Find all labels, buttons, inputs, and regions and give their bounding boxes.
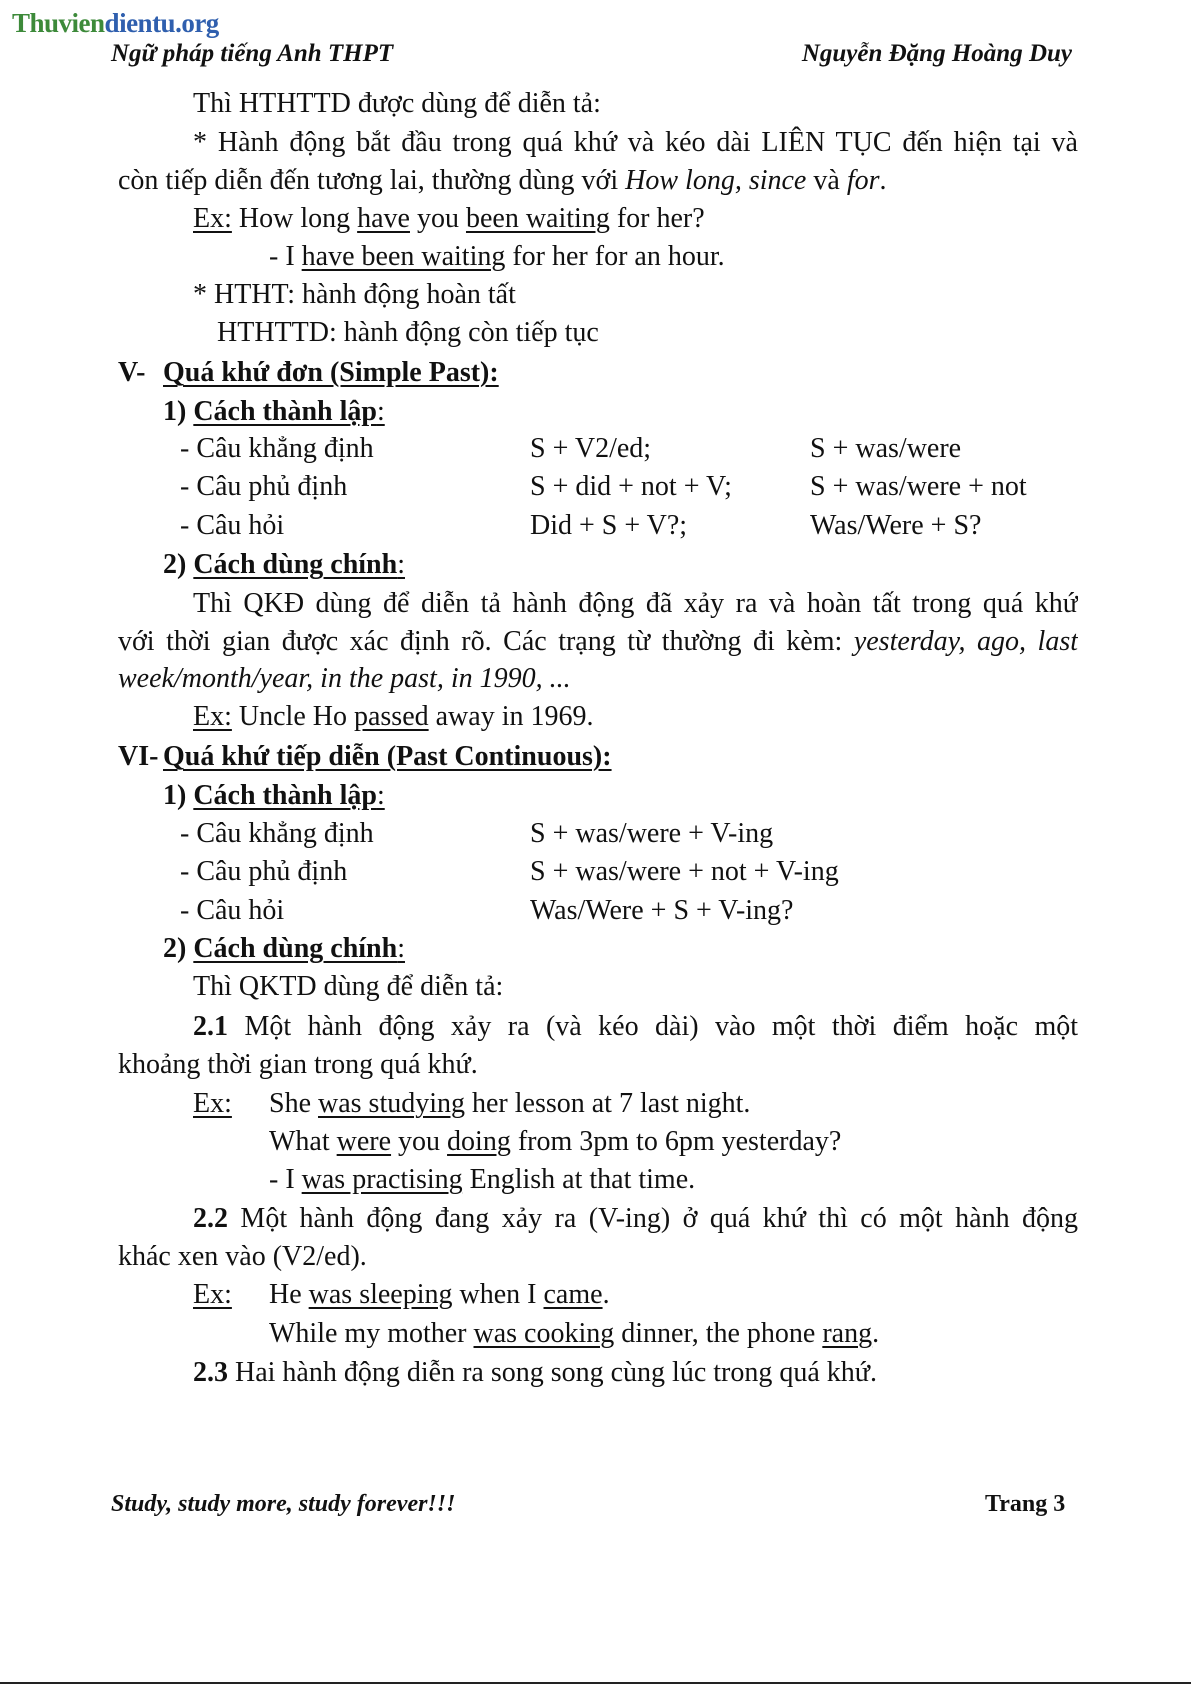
text-segment: While my mother (269, 1318, 474, 1349)
formula: Did + S + V?; (530, 510, 688, 541)
text-segment: 2.2 (193, 1203, 228, 1234)
text-segment: * HTHT: hành động hoàn tất (193, 279, 516, 310)
text-segment: away in 1969. (428, 701, 594, 732)
text-segment: . (879, 165, 887, 196)
text-segment: 1) (163, 396, 187, 427)
text-line (217, 314, 599, 352)
text-segment: was sleeping (308, 1279, 453, 1310)
subheading (163, 546, 405, 584)
text-segment: was practising (301, 1164, 463, 1195)
text-segment: How long (231, 203, 358, 234)
section-title-v: Quá khứ đơn (Simple Past): (163, 357, 499, 388)
text-segment: Thì HTHTTD được dùng để diễn tả: (193, 88, 601, 119)
formula: Was/Were + S + V-ing? (530, 895, 794, 926)
example-line (269, 1276, 610, 1314)
text-segment: English at that time. (462, 1164, 696, 1195)
section-heading-vi: VI- (118, 741, 159, 772)
example-label: Ex: (193, 1279, 232, 1310)
text-segment: was cooking (473, 1318, 615, 1349)
text-segment: rang (822, 1318, 873, 1349)
text-segment: . (872, 1318, 880, 1349)
text-segment: passed (353, 701, 429, 732)
section-heading-v (118, 354, 145, 392)
form-label: - Câu hỏi (180, 510, 285, 541)
text-segment: yesterday, ago, last (853, 626, 1078, 657)
form-label: - Câu khẳng định (180, 818, 374, 849)
text-segment: HTHTTD: hành động còn tiếp tục (217, 317, 599, 348)
example-line (269, 1161, 695, 1199)
text-segment: Ex: (193, 701, 232, 732)
text-segment: Cách dùng chính (193, 933, 398, 964)
text-segment: Một hành động đang xảy ra (V-ing) ở quá khứ thì có một hành động (228, 1203, 1078, 1234)
example-line (269, 1315, 879, 1353)
form-label: - Câu hỏi (180, 895, 285, 926)
formula: Was/Were + S? (810, 510, 982, 541)
text-segment: from 3pm to 6pm yesterday? (510, 1126, 842, 1157)
text-segment: He (269, 1279, 309, 1310)
header-author: Nguyễn Đặng Hoàng Duy (801, 40, 1072, 67)
text-line (193, 276, 516, 314)
site-logo (12, 8, 219, 39)
text-line (118, 623, 1078, 661)
text-segment: : (397, 549, 405, 580)
text-segment: 2.3 (193, 1357, 228, 1388)
formula: S + was/were + not + V-ing (530, 856, 839, 887)
text-segment: Cách thành lập (193, 396, 377, 427)
text-segment: 2) (163, 933, 187, 964)
text-segment: - I (269, 241, 302, 272)
text-line (118, 162, 887, 200)
text-segment: 2.1 (193, 1011, 228, 1042)
text-line: week/month/year, in the past, in 1990, ... (118, 663, 571, 694)
text-segment: : (376, 396, 385, 427)
text-segment: for her? (609, 203, 705, 234)
text-line (193, 585, 1078, 623)
text-segment: dinner, the phone (614, 1318, 823, 1349)
text-segment: . (602, 1279, 610, 1310)
formula: S + did + not + V; (530, 471, 732, 502)
text-segment: Uncle Ho (231, 701, 354, 732)
text-line: khoảng thời gian trong quá khứ. (118, 1049, 478, 1080)
example-line (193, 200, 705, 238)
text-segment: * Hành động bắt đầu trong quá khứ và kéo dài LIÊN TỤC đến hiện tại và (193, 127, 1078, 158)
text-segment: Ex: (193, 203, 232, 234)
text-segment: for (846, 165, 880, 196)
text-segment: been waiting (465, 203, 610, 234)
text-segment: was studying (318, 1088, 465, 1119)
form-label: - Câu phủ định (180, 471, 348, 502)
text-line (193, 85, 601, 123)
text-segment: you (409, 203, 466, 234)
text-segment: - I (269, 1164, 302, 1195)
text-segment: V- (118, 357, 146, 388)
formula: S + was/were + not (810, 471, 1027, 502)
text-segment: Cách thành lập (193, 780, 377, 811)
example-label: Ex: (193, 1088, 232, 1119)
form-label: - Câu khẳng định (180, 433, 374, 464)
text-segment: doing (447, 1126, 511, 1157)
formula: S + was/were (810, 433, 962, 464)
text-segment: 2) (163, 549, 187, 580)
text-segment: còn tiếp diễn đến tương lai, thường dùng với (118, 165, 626, 196)
text-line (193, 1008, 1078, 1046)
example-line (269, 238, 725, 276)
text-segment: have been waiting (301, 241, 506, 272)
text-segment: you (391, 1126, 448, 1157)
formula: S + V2/ed; (530, 433, 652, 464)
subheading (163, 777, 385, 815)
form-label: - Câu phủ định (180, 856, 348, 887)
example-line (193, 698, 593, 736)
text-segment: : (397, 933, 405, 964)
text-segment: Cách dùng chính (193, 549, 398, 580)
logo-part1: Thuvien (12, 8, 105, 38)
text-segment: và (806, 165, 847, 196)
text-line (193, 124, 1078, 162)
text-segment: với thời gian được xác định rõ. Các trạng từ thường đi kèm: (118, 626, 854, 657)
page-bottom-border (0, 1682, 1191, 1684)
text-segment: when I (452, 1279, 544, 1310)
example-line (269, 1085, 750, 1123)
text-segment: came (543, 1279, 603, 1310)
text-segment: What (269, 1126, 337, 1157)
text-segment: her lesson at 7 last night. (465, 1088, 751, 1119)
page-number: Trang 3 (985, 1491, 1066, 1517)
text-segment: How long, since (625, 165, 807, 196)
header-title: Ngữ pháp tiếng Anh THPT (111, 40, 394, 67)
text-line (193, 1354, 877, 1392)
text-segment: : (376, 780, 385, 811)
text-segment: Một hành động xảy ra (và kéo dài) vào một thời điểm hoặc một (228, 1011, 1078, 1042)
text-segment: have (357, 203, 410, 234)
text-line (193, 1200, 1078, 1238)
subheading (163, 930, 405, 968)
text-segment: She (269, 1088, 318, 1119)
formula: S + was/were + V-ing (530, 818, 774, 849)
text-segment: for her for an hour. (505, 241, 725, 272)
text-segment: were (336, 1126, 392, 1157)
text-segment: Thì QKĐ dùng để diễn tả hành động đã xảy ra và hoàn tất trong quá khứ (193, 588, 1078, 619)
logo-part2: dientu.org (104, 8, 219, 38)
text-segment: Hai hành động diễn ra song song cùng lúc trong quá khứ. (228, 1357, 877, 1388)
text-line: Thì QKTD dùng để diễn tả: (193, 971, 504, 1002)
text-line: khác xen vào (V2/ed). (118, 1241, 367, 1272)
subheading (163, 393, 385, 431)
text-segment: 1) (163, 780, 187, 811)
section-title-vi: Quá khứ tiếp diễn (Past Continuous): (163, 741, 612, 772)
footer-motto: Study, study more, study forever!!! (111, 1491, 456, 1517)
example-line (269, 1123, 841, 1161)
